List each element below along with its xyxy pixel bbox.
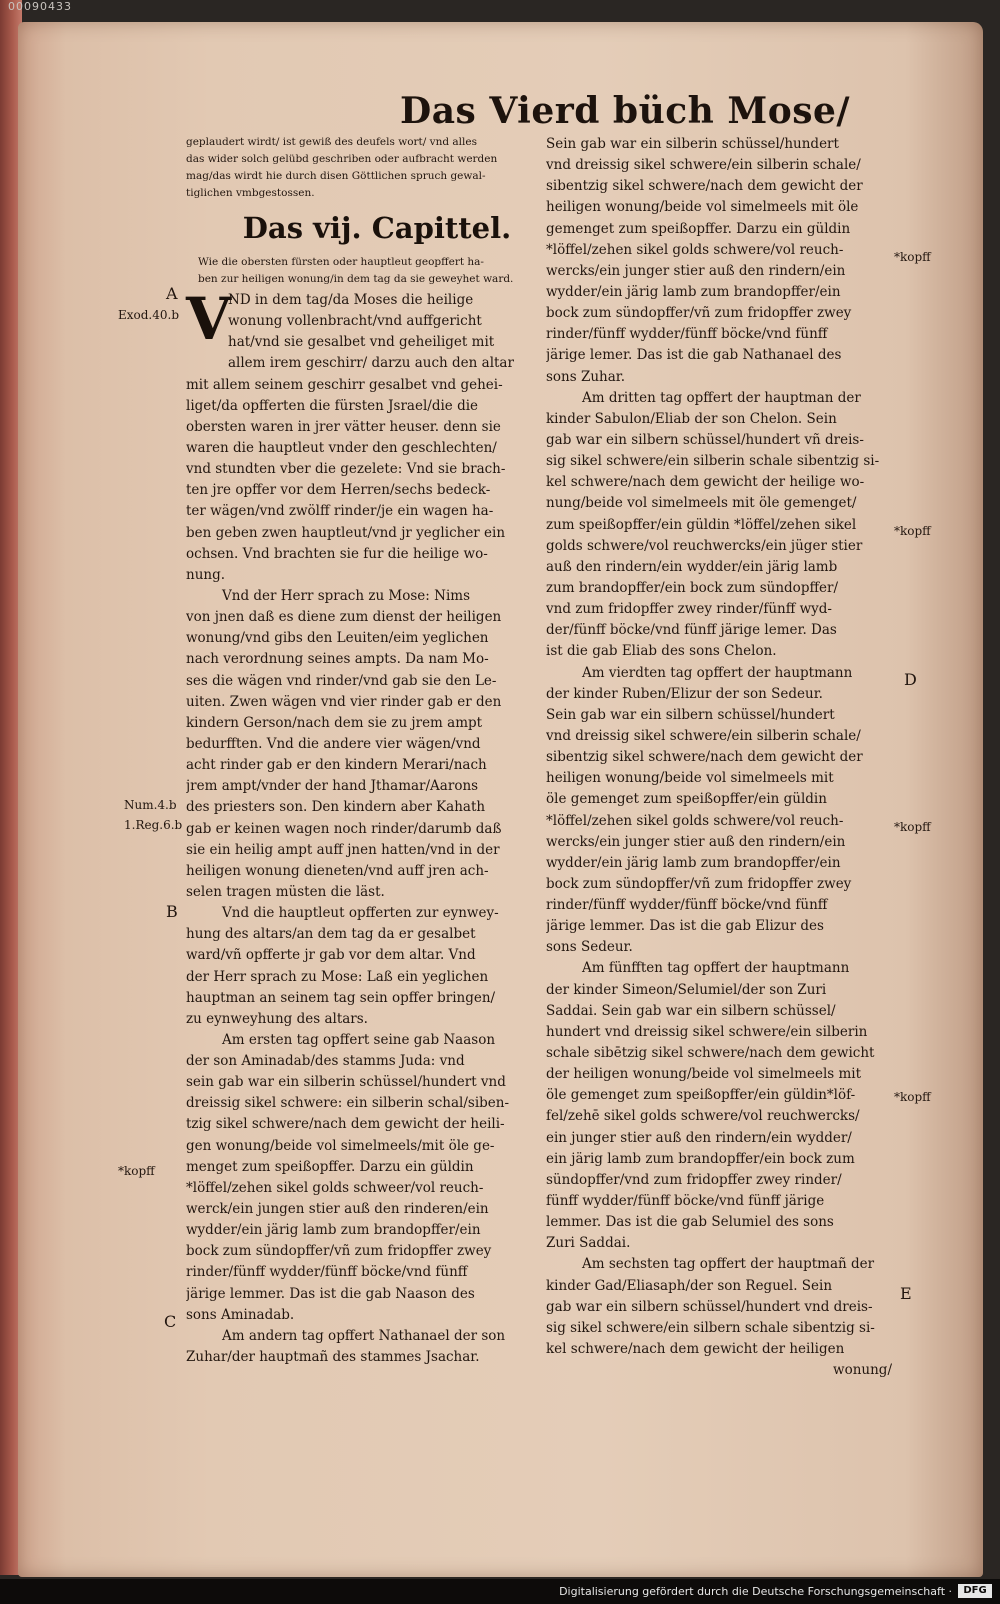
text-line: kel schwere/nach dem gewicht der heilige wo- — [546, 474, 865, 491]
text-line: ben zur heiligen wonung/in dem tag da sie geweyhet ward. — [198, 273, 514, 285]
margin-note-kopff-left: *kopff — [118, 1164, 155, 1178]
text-line: sibentzig sikel schwere/nach dem gewicht der — [546, 749, 863, 766]
text-line: der heiligen wonung/beide vol simelmeels mit — [546, 1066, 862, 1083]
text-line: allem irem geschirr/ darzu auch den altar — [228, 355, 514, 372]
text-line: liget/da opfferten die fürsten Jsrael/die die — [186, 397, 479, 414]
text-line: waren die hauptleut vnder den geschlechten/ — [186, 439, 497, 456]
dfg-logo: DFG — [958, 1584, 992, 1598]
text-line: Am dritten tag opffert der hauptman der — [582, 389, 861, 406]
text-line: mag/das wirdt hie durch disen Göttlichen spruch gewal- — [186, 170, 486, 182]
text-line: gab er keinen wagen noch rinder/darumb daß — [186, 820, 502, 837]
text-line: gemenget zum speißopffer. Darzu ein güldin — [546, 220, 851, 237]
text-line: vnd dreissig sikel schwere/ein silberin schale/ — [546, 157, 861, 174]
text-line: mit allem seinem geschirr gesalbet vnd gehei- — [186, 376, 503, 393]
text-line: kinder Gad/Eliasaph/der son Reguel. Sein — [546, 1277, 833, 1294]
intro-text — [186, 134, 532, 202]
text-line: *löffel/zehen sikel golds schwere/vol reuch- — [546, 812, 844, 829]
text-line: dreissig sikel schwere: ein silberin schal/siben- — [186, 1095, 510, 1112]
text-line: jrem ampt/vnder der hand Jthamar/Aarons — [186, 778, 479, 795]
text-line: hundert vnd dreissig sikel schwere/ein silberin — [546, 1023, 868, 1040]
margin-letter-b: B — [166, 902, 178, 921]
text-line: der Herr sprach zu Mose: Laß ein yeglichen — [186, 968, 489, 985]
text-line: ward/vñ opfferte jr gab vor dem altar. Vnd — [186, 947, 476, 964]
right-column — [546, 134, 892, 1381]
text-line: fünff wydder/fünff böcke/vnd fünff järige — [546, 1193, 825, 1210]
text-line: järige lemmer. Das ist die gab Elizur des — [546, 918, 824, 935]
text-line: järige lemmer. Das ist die gab Naason des — [186, 1285, 475, 1302]
text-line: Am fünfften tag opffert der hauptmann — [582, 960, 850, 977]
text-line: golds schwere/vol reuchwercks/ein jüger stier — [546, 537, 863, 554]
text-line: ses die wägen vnd rinder/vnd gab sie den Le- — [186, 672, 497, 689]
text-line: Wie die obersten fürsten oder hauptleut geopffert ha- — [198, 256, 484, 268]
text-line: der son Aminadab/des stamms Juda: vnd — [186, 1053, 465, 1070]
margin-note-kopff-right-2: *kopff — [894, 524, 931, 538]
text-line: nach verordnung seines ampts. Da nam Mo- — [186, 651, 489, 668]
text-line: wercks/ein junger stier auß den rindern/ein — [546, 262, 846, 279]
margin-ref-reg: 1.Reg.6.b — [124, 818, 183, 832]
text-line: Sein gab war ein silbern schüssel/hundert — [546, 706, 835, 723]
text-line: Am andern tag opffert Nathanael der son — [222, 1327, 506, 1344]
text-line: hauptman an seinem tag sein opffer bringen/ — [186, 989, 496, 1006]
margin-note-kopff-right-1: *kopff — [894, 250, 931, 264]
initial-letter: V — [186, 285, 232, 353]
text-line: vnd stundten vber die gezelete: Vnd sie brach- — [186, 461, 506, 478]
text-line: öle gemenget zum speißopffer/ein güldin — [546, 791, 827, 808]
text-line: vnd dreissig sikel schwere/ein silberin schale/ — [546, 727, 861, 744]
text-line: des priesters son. Den kindern aber Kahath — [186, 799, 486, 816]
margin-letter-d: D — [904, 670, 917, 689]
text-line: der kinder Ruben/Elizur der son Sedeur. — [546, 685, 823, 702]
text-line: tiglichen vmbgestossen. — [186, 187, 315, 199]
text-line: sons Aminadab. — [186, 1306, 295, 1323]
text-line: sibentzig sikel schwere/nach dem gewicht der — [546, 178, 863, 195]
text-line: sig sikel schwere/ein silberin schale sibentzig si- — [546, 453, 880, 470]
margin-note-kopff-right-4: *kopff — [894, 1090, 931, 1104]
text-line: rinder/fünff wydder/fünff böcke/vnd fünff — [546, 326, 828, 343]
text-line: gab war ein silbern schüssel/hundert vñ dreis- — [546, 431, 864, 448]
footer-bar — [0, 1579, 1000, 1604]
margin-letter-e: E — [900, 1284, 912, 1303]
margin-letter-c: C — [164, 1312, 177, 1331]
text-line: werck/ein jungen stier auß den rinderen/ein — [186, 1201, 489, 1218]
text-line: Saddai. Sein gab war ein silbern schüssel/ — [546, 1002, 836, 1019]
text-line: selen tragen müsten die läst. — [186, 883, 385, 900]
text-line: gab war ein silbern schüssel/hundert vnd dreis- — [546, 1298, 873, 1315]
text-line: menget zum speißopffer. Darzu ein güldin — [186, 1158, 474, 1175]
text-line: sig sikel schwere/ein silbern schale sibentzig si- — [546, 1319, 875, 1336]
text-line: der/fünff böcke/vnd fünff järige lemer. Das — [546, 622, 837, 639]
running-head: Das Vierd büch Mose/ — [400, 90, 851, 132]
text-line: heiligen wonung dieneten/vnd auff jren ach- — [186, 862, 489, 879]
margin-ref-exod: Exod.40.b — [118, 308, 180, 322]
text-line: Zuri Saddai. — [546, 1235, 631, 1252]
text-line: wydder/ein järig lamb zum brandopffer/ein — [546, 283, 841, 300]
text-line: Vnd der Herr sprach zu Mose: Nims — [222, 587, 470, 604]
text-line: obersten waren in jrer vätter heuser. denn sie — [186, 418, 501, 435]
text-line: Am ersten tag opffert seine gab Naason — [222, 1031, 496, 1048]
text-line: wonung/ — [833, 1362, 892, 1379]
chapter-title: Das vij. Capittel. — [242, 211, 512, 245]
text-line: Sein gab war ein silberin schüssel/hundert — [546, 136, 839, 152]
text-line: rinder/fünff wydder/fünff böcke/vnd fünff — [546, 897, 828, 914]
text-line: ter wägen/vnd zwölff rinder/je ein wagen ha- — [186, 503, 494, 520]
text-line: ben geben zwen hauptleut/vnd jr yeglicher ein — [186, 524, 506, 541]
text-line: auß den rindern/ein wydder/ein järig lamb — [546, 558, 838, 575]
text-line: *löffel/zehen sikel golds schweer/vol reuch- — [186, 1179, 484, 1196]
text-line: *löffel/zehen sikel golds schwere/vol reuch- — [546, 241, 844, 258]
margin-ref-num: Num.4.b — [124, 798, 177, 812]
text-line: wydder/ein järig lamb zum brandopffer/ein — [546, 854, 841, 871]
text-line: ist die gab Eliab des sons Chelon. — [546, 643, 777, 660]
text-line: wydder/ein järig lamb zum brandopffer/ein — [186, 1222, 481, 1239]
text-line: wercks/ein junger stier auß den rindern/ein — [546, 833, 846, 850]
text-line: nung. — [186, 566, 226, 583]
text-line: fel/zehē sikel golds schwere/vol reuchwercks/ — [546, 1108, 860, 1125]
text-line: ein junger stier auß den rindern/ein wydder/ — [546, 1129, 852, 1146]
text-line: rinder/fünff wydder/fünff böcke/vnd fünff — [186, 1264, 468, 1281]
text-line: öle gemenget zum speißopffer/ein güldin*löf- — [546, 1087, 856, 1104]
text-line: Zuhar/der hauptmañ des stammes Jsachar. — [186, 1349, 480, 1366]
text-line: bock zum sündopffer/vñ zum fridopffer zwey — [546, 305, 852, 322]
text-line: zum brandopffer/ein bock zum sündopffer/ — [546, 579, 839, 596]
text-line: ochsen. Vnd brachten sie fur die heilige wo- — [186, 545, 488, 562]
text-line: sein gab war ein silberin schüssel/hundert vnd — [186, 1074, 506, 1091]
text-line: lemmer. Das ist die gab Selumiel des sons — [546, 1214, 834, 1231]
text-line: geplaudert wirdt/ ist gewiß des deufels wort/ vnd alles — [186, 136, 477, 148]
text-line: bock zum sündopffer/vñ zum fridopffer zwey — [546, 875, 852, 892]
text-line: Am vierdten tag opffert der hauptmann — [582, 664, 853, 681]
text-line: das wider solch gelübd geschriben oder aufbracht werden — [186, 153, 498, 165]
text-line: sons Zuhar. — [546, 368, 626, 385]
text-line: heiligen wonung/beide vol simelmeels mit — [546, 770, 834, 787]
text-line: kindern Gerson/nach dem sie zu jrem ampt — [186, 714, 483, 731]
text-line: uiten. Zwen wägen vnd vier rinder gab er den — [186, 693, 502, 710]
text-line: sündopffer/vnd zum fridopffer zwey rinder/ — [546, 1171, 842, 1188]
text-line: kinder Sabulon/Eliab der son Chelon. Sein — [546, 410, 837, 427]
text-line: acht rinder gab er den kindern Merari/nach — [186, 757, 487, 774]
text-line: nung/beide vol simelmeels mit öle gemenget/ — [546, 495, 857, 512]
text-line: von jnen daß es diene zum dienst der heiligen — [186, 609, 502, 626]
text-line: tzig sikel schwere/nach dem gewicht der heili- — [186, 1116, 505, 1133]
text-line: sie ein heilig ampt auff jnen hatten/vnd in der — [186, 841, 500, 858]
margin-letter-a: A — [166, 284, 178, 303]
text-line: wonung/vnd gibs den Leuiten/eim yeglichen — [186, 630, 489, 647]
text-line: ND in dem tag/da Moses die heilige — [228, 292, 474, 308]
text-line: bock zum sündopffer/vñ zum fridopffer zwey — [186, 1243, 492, 1260]
footer-credit: Digitalisierung gefördert durch die Deutsche Forschungsgemeinschaft · — [559, 1585, 952, 1598]
text-line: vnd zum fridopffer zwey rinder/fünff wyd- — [546, 601, 832, 618]
text-line: ten jre opffer vor dem Herren/sechs bedeck- — [186, 482, 491, 499]
chapter-summary — [186, 254, 532, 288]
text-line: hat/vnd sie gesalbet vnd geheiliget mit — [228, 334, 495, 351]
text-line: ein järig lamb zum brandopffer/ein bock zum — [546, 1150, 855, 1167]
margin-note-kopff-right-3: *kopff — [894, 820, 931, 834]
text-line: schale sibētzig sikel schwere/nach dem gewicht — [546, 1045, 875, 1062]
book-page — [18, 22, 983, 1577]
text-line: sons Sedeur. — [546, 939, 633, 956]
text-line: bedurfften. Vnd die andere vier wägen/vnd — [186, 735, 481, 752]
text-line: kel schwere/nach dem gewicht der heiligen — [546, 1341, 845, 1358]
text-line: zum speißopffer/ein güldin *löffel/zehen sikel — [546, 516, 857, 533]
text-line: wonung vollenbracht/vnd auffgericht — [228, 313, 482, 330]
text-line: järige lemer. Das ist die gab Nathanael des — [546, 347, 842, 364]
text-line: gen wonung/beide vol simelmeels/mit öle ge- — [186, 1137, 495, 1154]
scan-signature: 00090433 — [8, 0, 72, 13]
text-line: hung des altars/an dem tag da er gesalbet — [186, 926, 476, 943]
left-column — [186, 134, 532, 1368]
text-line: zu eynweyhung des altars. — [186, 1010, 368, 1027]
text-line: Am sechsten tag opffert der hauptmañ der — [582, 1256, 875, 1273]
text-line: heiligen wonung/beide vol simelmeels mit öle — [546, 199, 859, 216]
text-line: Vnd die hauptleut opfferten zur eynwey- — [222, 905, 499, 922]
left-body-text — [186, 285, 532, 1368]
text-line: der kinder Simeon/Selumiel/der son Zuri — [546, 981, 827, 998]
